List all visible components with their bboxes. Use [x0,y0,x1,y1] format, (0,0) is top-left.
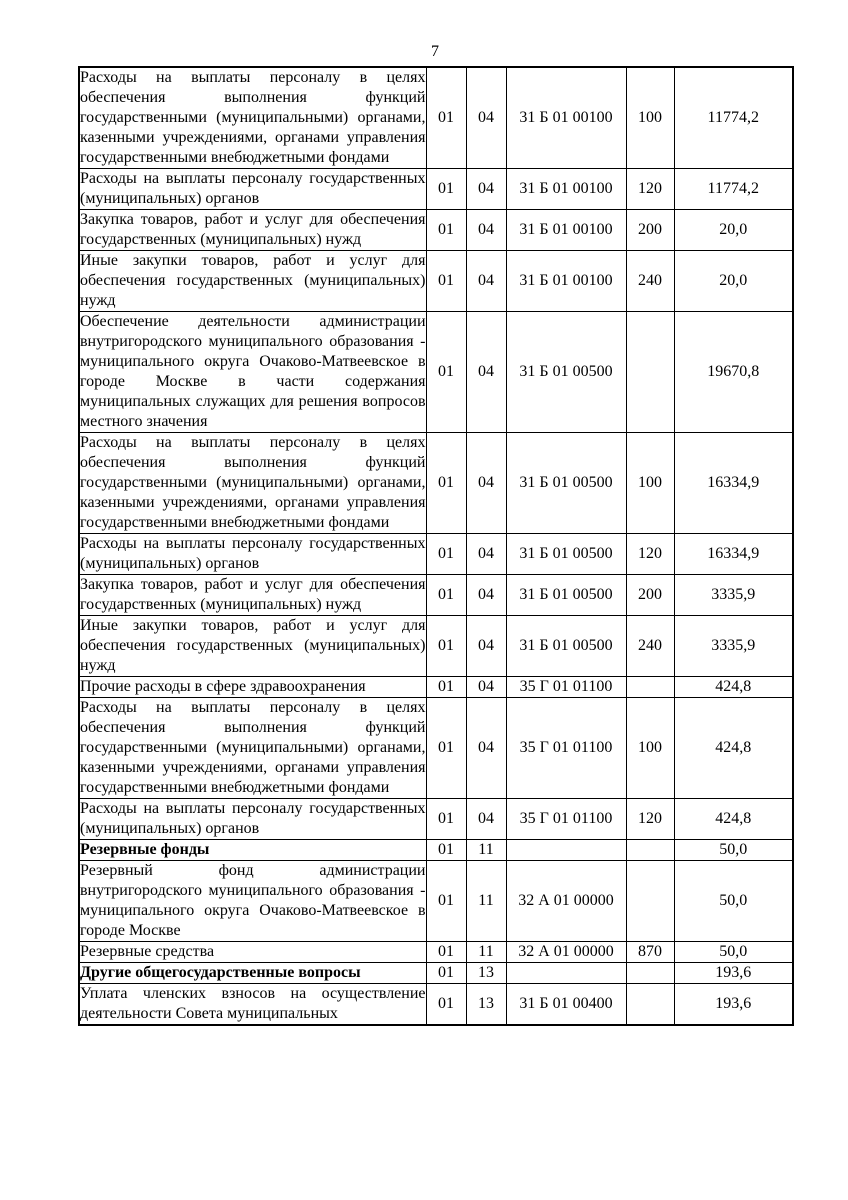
podrazdel-cell: 04 [466,67,506,169]
table-row [79,169,793,210]
razdel-cell: 01 [426,169,466,210]
razdel-cell: 01 [426,67,466,169]
amount-cell: 16334,9 [674,534,793,575]
amount-cell: 424,8 [674,698,793,799]
target-article-cell: 31 Б 01 00100 [506,67,626,169]
podrazdel-cell: 04 [466,575,506,616]
podrazdel-cell: 04 [466,251,506,312]
table-row [79,799,793,840]
expense-description-cell: Расходы на выплаты персоналу государственных (муниципальных) органов [79,169,426,210]
amount-cell: 20,0 [674,251,793,312]
target-article-cell: 31 Б 01 00500 [506,312,626,433]
amount-cell: 424,8 [674,677,793,698]
target-article-cell: 31 Б 01 00400 [506,984,626,1026]
amount-cell: 193,6 [674,963,793,984]
table-row [79,67,793,169]
target-article-cell [506,840,626,861]
podrazdel-cell: 04 [466,312,506,433]
target-article-cell [506,963,626,984]
razdel-cell: 01 [426,251,466,312]
razdel-cell: 01 [426,433,466,534]
expense-description-cell: Уплата членских взносов на осуществление деятельности Совета муниципальных [79,984,426,1026]
expense-description-cell: Иные закупки товаров, работ и услуг для обеспечения государственных (муниципальных) нужд [79,251,426,312]
expense-description-cell: Расходы на выплаты персоналу в целях обеспечения выполнения функций государственными (муниципальными) органами, казенными учреждениями, органами управления государственными внебюджетными фондами [79,433,426,534]
table-row [79,984,793,1026]
expense-type-cell [626,963,674,984]
target-article-cell: 31 Б 01 00100 [506,251,626,312]
page-number: 7 [431,43,439,60]
amount-cell: 11774,2 [674,67,793,169]
target-article-cell: 31 Б 01 00500 [506,616,626,677]
razdel-cell: 01 [426,799,466,840]
podrazdel-cell: 04 [466,616,506,677]
expense-description-cell: Обеспечение деятельности администрации внутригородского муниципального образования - муниципального округа Очаково-Матвеевское в городе Москве в части содержания муниципальных служащих для решения вопросов местного значения [79,312,426,433]
expense-description-cell: Резервные фонды [79,840,426,861]
expense-description-cell: Прочие расходы в сфере здравоохранения [79,677,426,698]
expense-type-cell [626,984,674,1026]
podrazdel-cell: 13 [466,984,506,1026]
expense-type-cell: 200 [626,575,674,616]
table-row [79,251,793,312]
podrazdel-cell: 04 [466,677,506,698]
podrazdel-cell: 04 [466,534,506,575]
amount-cell: 16334,9 [674,433,793,534]
expense-description-cell: Расходы на выплаты персоналу в целях обеспечения выполнения функций государственными (муниципальными) органами, казенными учреждениями, органами управления государственными внебюджетными фондами [79,67,426,169]
amount-cell: 50,0 [674,861,793,942]
expense-type-cell: 240 [626,616,674,677]
expense-type-cell [626,861,674,942]
table-row [79,433,793,534]
table-row [79,616,793,677]
amount-cell: 50,0 [674,840,793,861]
table-row [79,312,793,433]
table-row [79,840,793,861]
podrazdel-cell: 11 [466,840,506,861]
razdel-cell: 01 [426,840,466,861]
podrazdel-cell: 13 [466,963,506,984]
amount-cell: 19670,8 [674,312,793,433]
podrazdel-cell: 11 [466,861,506,942]
table-row [79,963,793,984]
target-article-cell: 35 Г 01 01100 [506,799,626,840]
table-row [79,942,793,963]
target-article-cell: 35 Г 01 01100 [506,698,626,799]
expense-description-cell: Закупка товаров, работ и услуг для обеспечения государственных (муниципальных) нужд [79,210,426,251]
razdel-cell: 01 [426,534,466,575]
amount-cell: 50,0 [674,942,793,963]
razdel-cell: 01 [426,312,466,433]
podrazdel-cell: 04 [466,799,506,840]
expense-type-cell: 240 [626,251,674,312]
expense-type-cell: 120 [626,799,674,840]
podrazdel-cell: 11 [466,942,506,963]
target-article-cell: 31 Б 01 00500 [506,534,626,575]
table-row [79,677,793,698]
target-article-cell: 31 Б 01 00100 [506,169,626,210]
podrazdel-cell: 04 [466,210,506,251]
razdel-cell: 01 [426,677,466,698]
amount-cell: 3335,9 [674,575,793,616]
budget-expenses-table [78,66,794,1026]
expense-type-cell [626,677,674,698]
target-article-cell: 35 Г 01 01100 [506,677,626,698]
amount-cell: 11774,2 [674,169,793,210]
razdel-cell: 01 [426,942,466,963]
target-article-cell: 31 Б 01 00500 [506,575,626,616]
expense-description-cell: Резервные средства [79,942,426,963]
table-row [79,534,793,575]
podrazdel-cell: 04 [466,698,506,799]
razdel-cell: 01 [426,698,466,799]
razdel-cell: 01 [426,575,466,616]
expense-type-cell: 120 [626,169,674,210]
expense-type-cell: 120 [626,534,674,575]
expense-description-cell: Закупка товаров, работ и услуг для обеспечения государственных (муниципальных) нужд [79,575,426,616]
amount-cell: 424,8 [674,799,793,840]
table-row [79,698,793,799]
expense-type-cell [626,312,674,433]
expense-description-cell: Резервный фонд администрации внутригородского муниципального образования - муниципального округа Очаково-Матвеевское в городе Москве [79,861,426,942]
expense-description-cell: Расходы на выплаты персоналу государственных (муниципальных) органов [79,534,426,575]
table-row [79,575,793,616]
amount-cell: 20,0 [674,210,793,251]
expense-description-cell: Иные закупки товаров, работ и услуг для обеспечения государственных (муниципальных) нужд [79,616,426,677]
razdel-cell: 01 [426,616,466,677]
razdel-cell: 01 [426,861,466,942]
podrazdel-cell: 04 [466,433,506,534]
expense-type-cell: 870 [626,942,674,963]
podrazdel-cell: 04 [466,169,506,210]
table-row [79,210,793,251]
razdel-cell: 01 [426,984,466,1026]
expense-type-cell [626,840,674,861]
expense-type-cell: 100 [626,67,674,169]
target-article-cell: 32 А 01 00000 [506,942,626,963]
expense-type-cell: 100 [626,433,674,534]
amount-cell: 3335,9 [674,616,793,677]
expense-description-cell: Расходы на выплаты персоналу государственных (муниципальных) органов [79,799,426,840]
target-article-cell: 31 Б 01 00100 [506,210,626,251]
razdel-cell: 01 [426,210,466,251]
budget-table-body [79,67,793,1025]
expense-type-cell: 100 [626,698,674,799]
expense-type-cell: 200 [626,210,674,251]
table-row [79,861,793,942]
amount-cell: 193,6 [674,984,793,1026]
expense-description-cell: Расходы на выплаты персоналу в целях обеспечения выполнения функций государственными (муниципальными) органами, казенными учреждениями, органами управления государственными внебюджетными фондами [79,698,426,799]
target-article-cell: 31 Б 01 00500 [506,433,626,534]
razdel-cell: 01 [426,963,466,984]
target-article-cell: 32 А 01 00000 [506,861,626,942]
expense-description-cell: Другие общегосударственные вопросы [79,963,426,984]
